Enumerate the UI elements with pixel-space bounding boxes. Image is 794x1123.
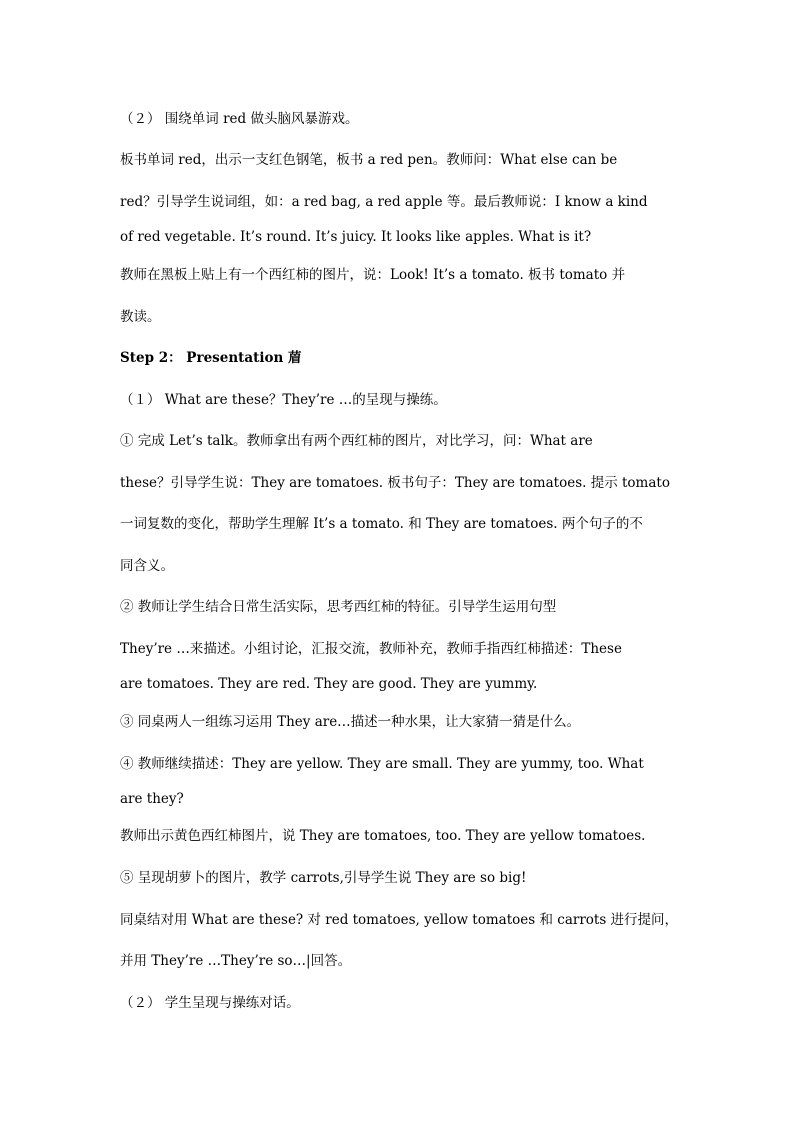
paragraph-line: are they? — [120, 791, 184, 807]
paragraph-line: are tomatoes. They are red. They are good. They are yummy. — [120, 676, 538, 692]
step-heading: Step 2： Presentation 葿 — [120, 350, 302, 366]
paragraph-line: red？引导学生说词组，如：a red bag, a red apple 等。最后教师说：I know a kind — [120, 194, 648, 210]
paragraph-line: 板书单词 red，出示一支红色钢笔，板书 a red pen。教师问：What else can be — [120, 152, 618, 168]
section-heading: （２） 学生呈现与操练对话。 — [120, 995, 300, 1011]
paragraph-line: 教读。 — [120, 309, 161, 325]
paragraph-line: ⑤ 呈现胡萝卜的图片，教学 carrots,引导学生说 They are so big! — [120, 870, 527, 886]
section-heading: （１） What are these？They’re …的呈现与操练。 — [120, 392, 447, 408]
paragraph-line: these？引导学生说：They are tomatoes. 板书句子：They are tomatoes. 提示 tomato — [120, 475, 670, 491]
paragraph-line: They’re …来描述。小组讨论，汇报交流，教师补充，教师手指西红柿描述：These — [120, 641, 622, 657]
paragraph-line: 教师出示黄色西红柿图片，说 They are tomatoes, too. They are yellow tomatoes. — [120, 828, 646, 844]
section-heading: （２） 围绕单词 red 做头脑风暴游戏。 — [120, 111, 359, 127]
paragraph-line: ④ 教师继续描述：They are yellow. They are small. They are yummy, too. What — [120, 756, 644, 772]
paragraph-line: ③ 同桌两人一组练习运用 They are…描述一种水果，让大家猜一猜是什么。 — [120, 714, 581, 730]
paragraph-line: ① 完成 Let’s talk。教师拿出有两个西红柿的图片，对比学习，问：What are — [120, 433, 593, 449]
paragraph-line: 同桌结对用 What are these? 对 red tomatoes, yellow tomatoes 和 carrots 进行提问， — [120, 912, 679, 928]
paragraph-line: 并用 They’re …They’re so…|回答。 — [120, 953, 352, 969]
paragraph-line: of red vegetable. It’s round. It’s juicy. It looks like apples. What is it? — [120, 229, 592, 245]
paragraph-line: 一词复数的变化，帮助学生理解 It’s a tomato. 和 They are tomatoes. 两个句子的不 — [120, 516, 643, 532]
paragraph-line: ② 教师让学生结合日常生活实际，思考西红柿的特征。引导学生运用句型 — [120, 599, 557, 615]
paragraph-line: 同含义。 — [120, 558, 174, 574]
paragraph-line: 教师在黑板上贴上有一个西红柿的图片，说：Look! It’s a tomato. 板书 tomato 并 — [120, 267, 626, 283]
